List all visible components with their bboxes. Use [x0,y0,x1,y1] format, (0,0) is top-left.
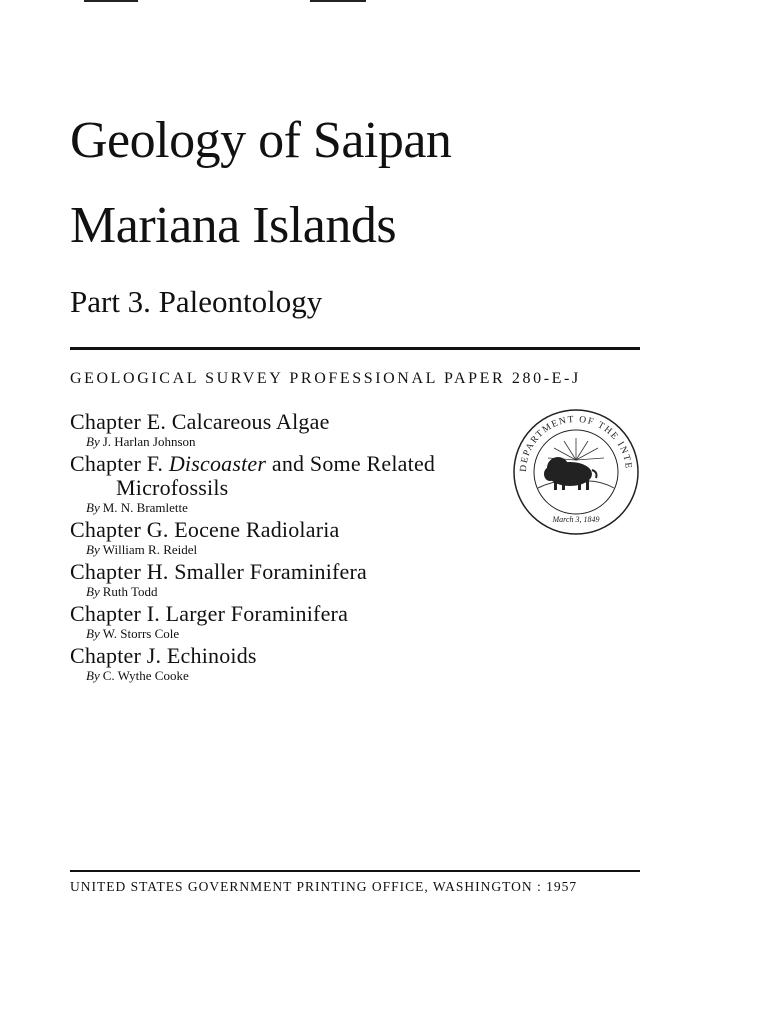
by-label: By [86,626,100,641]
chapter-entry [70,410,510,449]
chapter-title-prefix: Chapter F. [70,451,169,476]
author-name: C. Wythe Cooke [102,668,189,683]
chapter-entry [70,518,510,557]
bison-icon [544,457,597,490]
chapter-title: Chapter I. Larger Foraminifera [70,601,349,626]
seal-date: March 3, 1849 [552,515,600,524]
chapter-title: Chapter H. Smaller Foraminifera [70,559,368,584]
chapter-author [70,542,510,557]
chapter-title: Chapter G. Eocene Radiolaria [70,517,340,542]
by-label: By [86,668,100,683]
page-title-line-1: Geology of Saipan [70,112,452,169]
chapter-author [70,434,510,449]
department-seal-icon [508,408,644,536]
author-name: W. Storrs Cole [102,626,180,641]
chapter-entry [70,602,510,641]
top-rule-right [310,0,366,2]
title-divider [70,347,640,350]
chapter-title-italic: Discoaster [168,451,267,476]
seal-ring-text: DEPARTMENT OF THE INTE [518,414,634,473]
author-name: M. N. Bramlette [102,500,188,515]
chapter-author [70,500,510,515]
chapter-author [70,668,510,683]
author-name: William R. Reidel [102,542,198,557]
by-label: By [86,434,100,449]
chapter-entry [70,452,510,515]
sun-rays [548,438,604,460]
chapter-entry [70,644,510,683]
by-label: By [86,500,100,515]
chapter-title [70,452,510,500]
chapter-entry [70,560,510,599]
publisher-imprint: UNITED STATES GOVERNMENT PRINTING OFFICE, WASHINGTON : 1957 [70,879,578,894]
chapter-author [70,584,510,599]
chapter-title: Chapter J. Echinoids [70,643,257,668]
by-label: By [86,584,100,599]
chapter-title-suffix: and Some Related [266,451,436,476]
chapter-title: Chapter E. Calcareous Algae [70,409,330,434]
series-label: GEOLOGICAL SURVEY PROFESSIONAL PAPER 280-E-J [70,370,581,387]
page-title-line-2: Mariana Islands [70,197,397,254]
by-label: By [86,542,100,557]
top-rule-left [84,0,138,2]
chapter-title-continuation: Microfossils [116,475,229,500]
footer-divider [70,870,640,872]
chapter-list [70,410,510,686]
author-name: Ruth Todd [102,584,158,599]
part-heading: Part 3. Paleontology [70,284,323,319]
author-name: J. Harlan Johnson [102,434,196,449]
chapter-author [70,626,510,641]
